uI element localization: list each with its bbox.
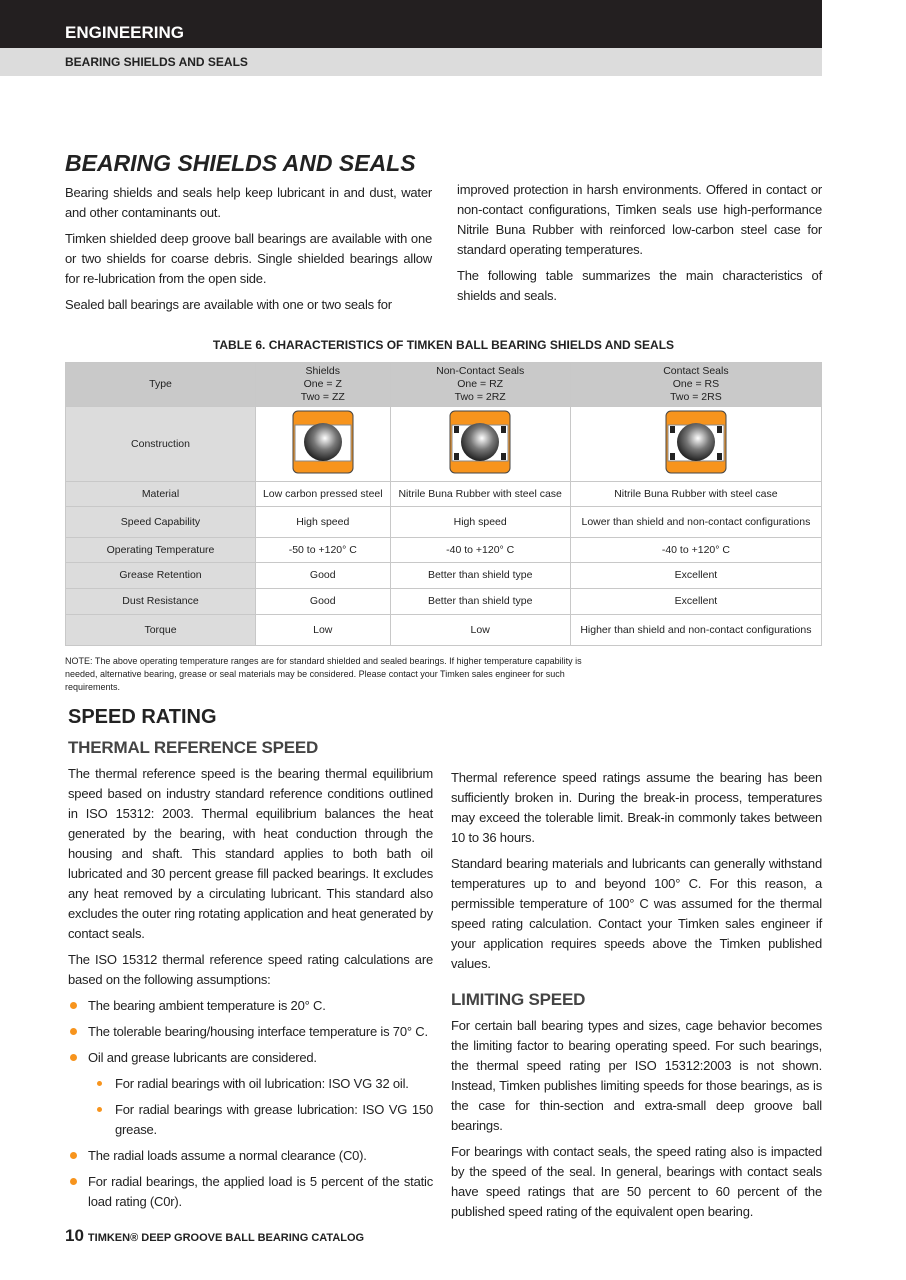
list-item: The radial loads assume a normal clearance (C0). — [68, 1146, 433, 1166]
paragraph: For certain ball bearing types and sizes, cage behavior becomes the limiting factor to bearing operating speed. For such bearings, the thermal speed rating per ISO 15312:2003 is not shown. Instead, Timken publishes limiting speeds for those bearings, as is the case for thin-section and extra-small deep groove ball bearings. — [451, 1018, 822, 1133]
shield-bearing-diagram — [256, 407, 391, 482]
paragraph: For bearings with contact seals, the speed rating also is impacted by the speed of the seal. In general, bearings with contact seals have speed ratings that are 50 percent to 60 percent of the published speed rating of the equivalent open bearing. — [451, 1144, 822, 1219]
table-cell: Nitrile Buna Rubber with steel case — [570, 482, 821, 507]
row-label: Dust Resistance — [66, 589, 256, 615]
table-row-construction — [66, 407, 822, 482]
intro-left — [65, 183, 432, 321]
header-type: Type — [66, 363, 256, 407]
row-label: Torque — [66, 615, 256, 646]
table-header-row — [66, 363, 822, 407]
page-title: BEARING SHIELDS AND SEALS — [65, 150, 416, 176]
header-non-contact: Non-Contact Seals One = RZ Two = 2RZ — [390, 363, 570, 407]
table-cell: -40 to +120° C — [390, 538, 570, 563]
table-note: NOTE: The above operating temperature ranges are for standard shielded and sealed bearings. If higher temperature capability is needed, alternative bearing, grease or seal materials may be considered. Please contact your Timken sales engineer for such requirements. — [65, 656, 582, 692]
list-item: For radial bearings with oil lubrication: ISO VG 32 oil. — [95, 1074, 433, 1094]
table-cell: Better than shield type — [390, 589, 570, 615]
paragraph: improved protection in harsh environments. Offered in contact or non-contact configurations, Timken seals use high-performance Nitrile Buna Rubber with reinforced low-carbon steel case for standard operating temperatures. — [457, 182, 822, 257]
table-row — [66, 589, 822, 615]
footer — [65, 1226, 364, 1246]
table-row — [66, 538, 822, 563]
table-cell: Nitrile Buna Rubber with steel case — [390, 482, 570, 507]
contact-seal-bearing-diagram — [570, 407, 821, 482]
header-shields: Shields One = Z Two = ZZ — [256, 363, 391, 407]
bearing-icon — [664, 409, 728, 475]
subsection-header: BEARING SHIELDS AND SEALS — [0, 48, 822, 76]
characteristics-table — [65, 362, 822, 646]
thermal-title: THERMAL REFERENCE SPEED — [68, 738, 319, 757]
row-label: Operating Temperature — [66, 538, 256, 563]
table-row — [66, 563, 822, 589]
row-label: Material — [66, 482, 256, 507]
table-cell: Better than shield type — [390, 563, 570, 589]
table-cell: Low carbon pressed steel — [256, 482, 391, 507]
paragraph: The following table summarizes the main characteristics of shields and seals. — [457, 268, 822, 303]
table-cell: Excellent — [570, 563, 821, 589]
table-cell: Excellent — [570, 589, 821, 615]
speed-right — [451, 768, 822, 1228]
paragraph: The ISO 15312 thermal reference speed rating calculations are based on the following assumptions: — [68, 952, 433, 987]
row-label: Speed Capability — [66, 507, 256, 538]
table-cell: Good — [256, 589, 391, 615]
intro-right — [457, 180, 822, 312]
bearing-icon — [291, 409, 355, 475]
table-cell: High speed — [390, 507, 570, 538]
list-item: For radial bearings, the applied load is 5 percent of the static load rating (C0r). — [68, 1172, 433, 1212]
assumptions-list — [68, 996, 433, 1212]
paragraph: Standard bearing materials and lubricants can generally withstand temperatures up to and beyond 100° C. For this reason, a permissible temperature of 100° C was assumed for the thermal speed rating calculation. Contact your Timken sales engineer if your application requires speeds above the Timken published values. — [451, 856, 822, 971]
bearing-icon — [448, 409, 512, 475]
speed-rating-title: SPEED RATING — [68, 706, 217, 728]
limiting-title: LIMITING SPEED — [451, 990, 586, 1009]
table-cell: Lower than shield and non-contact configurations — [570, 507, 821, 538]
paragraph: Bearing shields and seals help keep lubricant in and dust, water and other contaminants out. — [65, 185, 432, 220]
section-header: ENGINEERING — [0, 0, 822, 48]
table-row — [66, 507, 822, 538]
table-caption: TABLE 6. CHARACTERISTICS OF TIMKEN BALL BEARING SHIELDS AND SEALS — [212, 338, 675, 352]
non-contact-seal-bearing-diagram — [390, 407, 570, 482]
list-item: The bearing ambient temperature is 20° C. — [68, 996, 433, 1016]
table-cell: Low — [256, 615, 391, 646]
table-cell: High speed — [256, 507, 391, 538]
list-item: The tolerable bearing/housing interface temperature is 70° C. — [68, 1022, 433, 1042]
list-item: Oil and grease lubricants are considered. — [68, 1048, 433, 1068]
table-row — [66, 482, 822, 507]
table-cell: -50 to +120° C — [256, 538, 391, 563]
speed-left — [68, 738, 433, 1218]
paragraph: The thermal reference speed is the bearing thermal equilibrium speed based on industry standard reference conditions outlined in ISO 15312: 2003. Thermal equilibrium balances the heat generated by the bearing, with heat conduction through the housing and shaft. This standard applies to both bath oil lubricated and 30 percent grease fill packed bearings. It excludes any heat removed by a circulating lubricant. This standard also excludes the outer ring rotating application and heat generated by contact seals. — [68, 766, 433, 941]
paragraph: Sealed ball bearings are available with one or two seals for — [65, 297, 392, 312]
row-label: Construction — [66, 407, 256, 482]
list-item: For radial bearings with grease lubrication: ISO VG 150 grease. — [95, 1100, 433, 1140]
row-label: Grease Retention — [66, 563, 256, 589]
table-cell: Good — [256, 563, 391, 589]
table-row — [66, 615, 822, 646]
paragraph: Timken shielded deep groove ball bearings are available with one or two shields for coarse debris. Single shielded bearings allow for re-lubrication from the open side. — [65, 231, 432, 286]
footer-text: TIMKEN® DEEP GROOVE BALL BEARING CATALOG — [87, 1232, 365, 1244]
table-cell: Higher than shield and non-contact configurations — [570, 615, 821, 646]
header-contact: Contact Seals One = RS Two = 2RS — [570, 363, 821, 407]
paragraph: Thermal reference speed ratings assume the bearing has been sufficiently broken in. During the break-in process, temperatures may exceed the tolerable limit. Break-in commonly takes between 10 to 36 hours. — [451, 770, 822, 845]
table-cell: Low — [390, 615, 570, 646]
table-cell: -40 to +120° C — [570, 538, 821, 563]
page-number: 10 — [65, 1226, 84, 1245]
